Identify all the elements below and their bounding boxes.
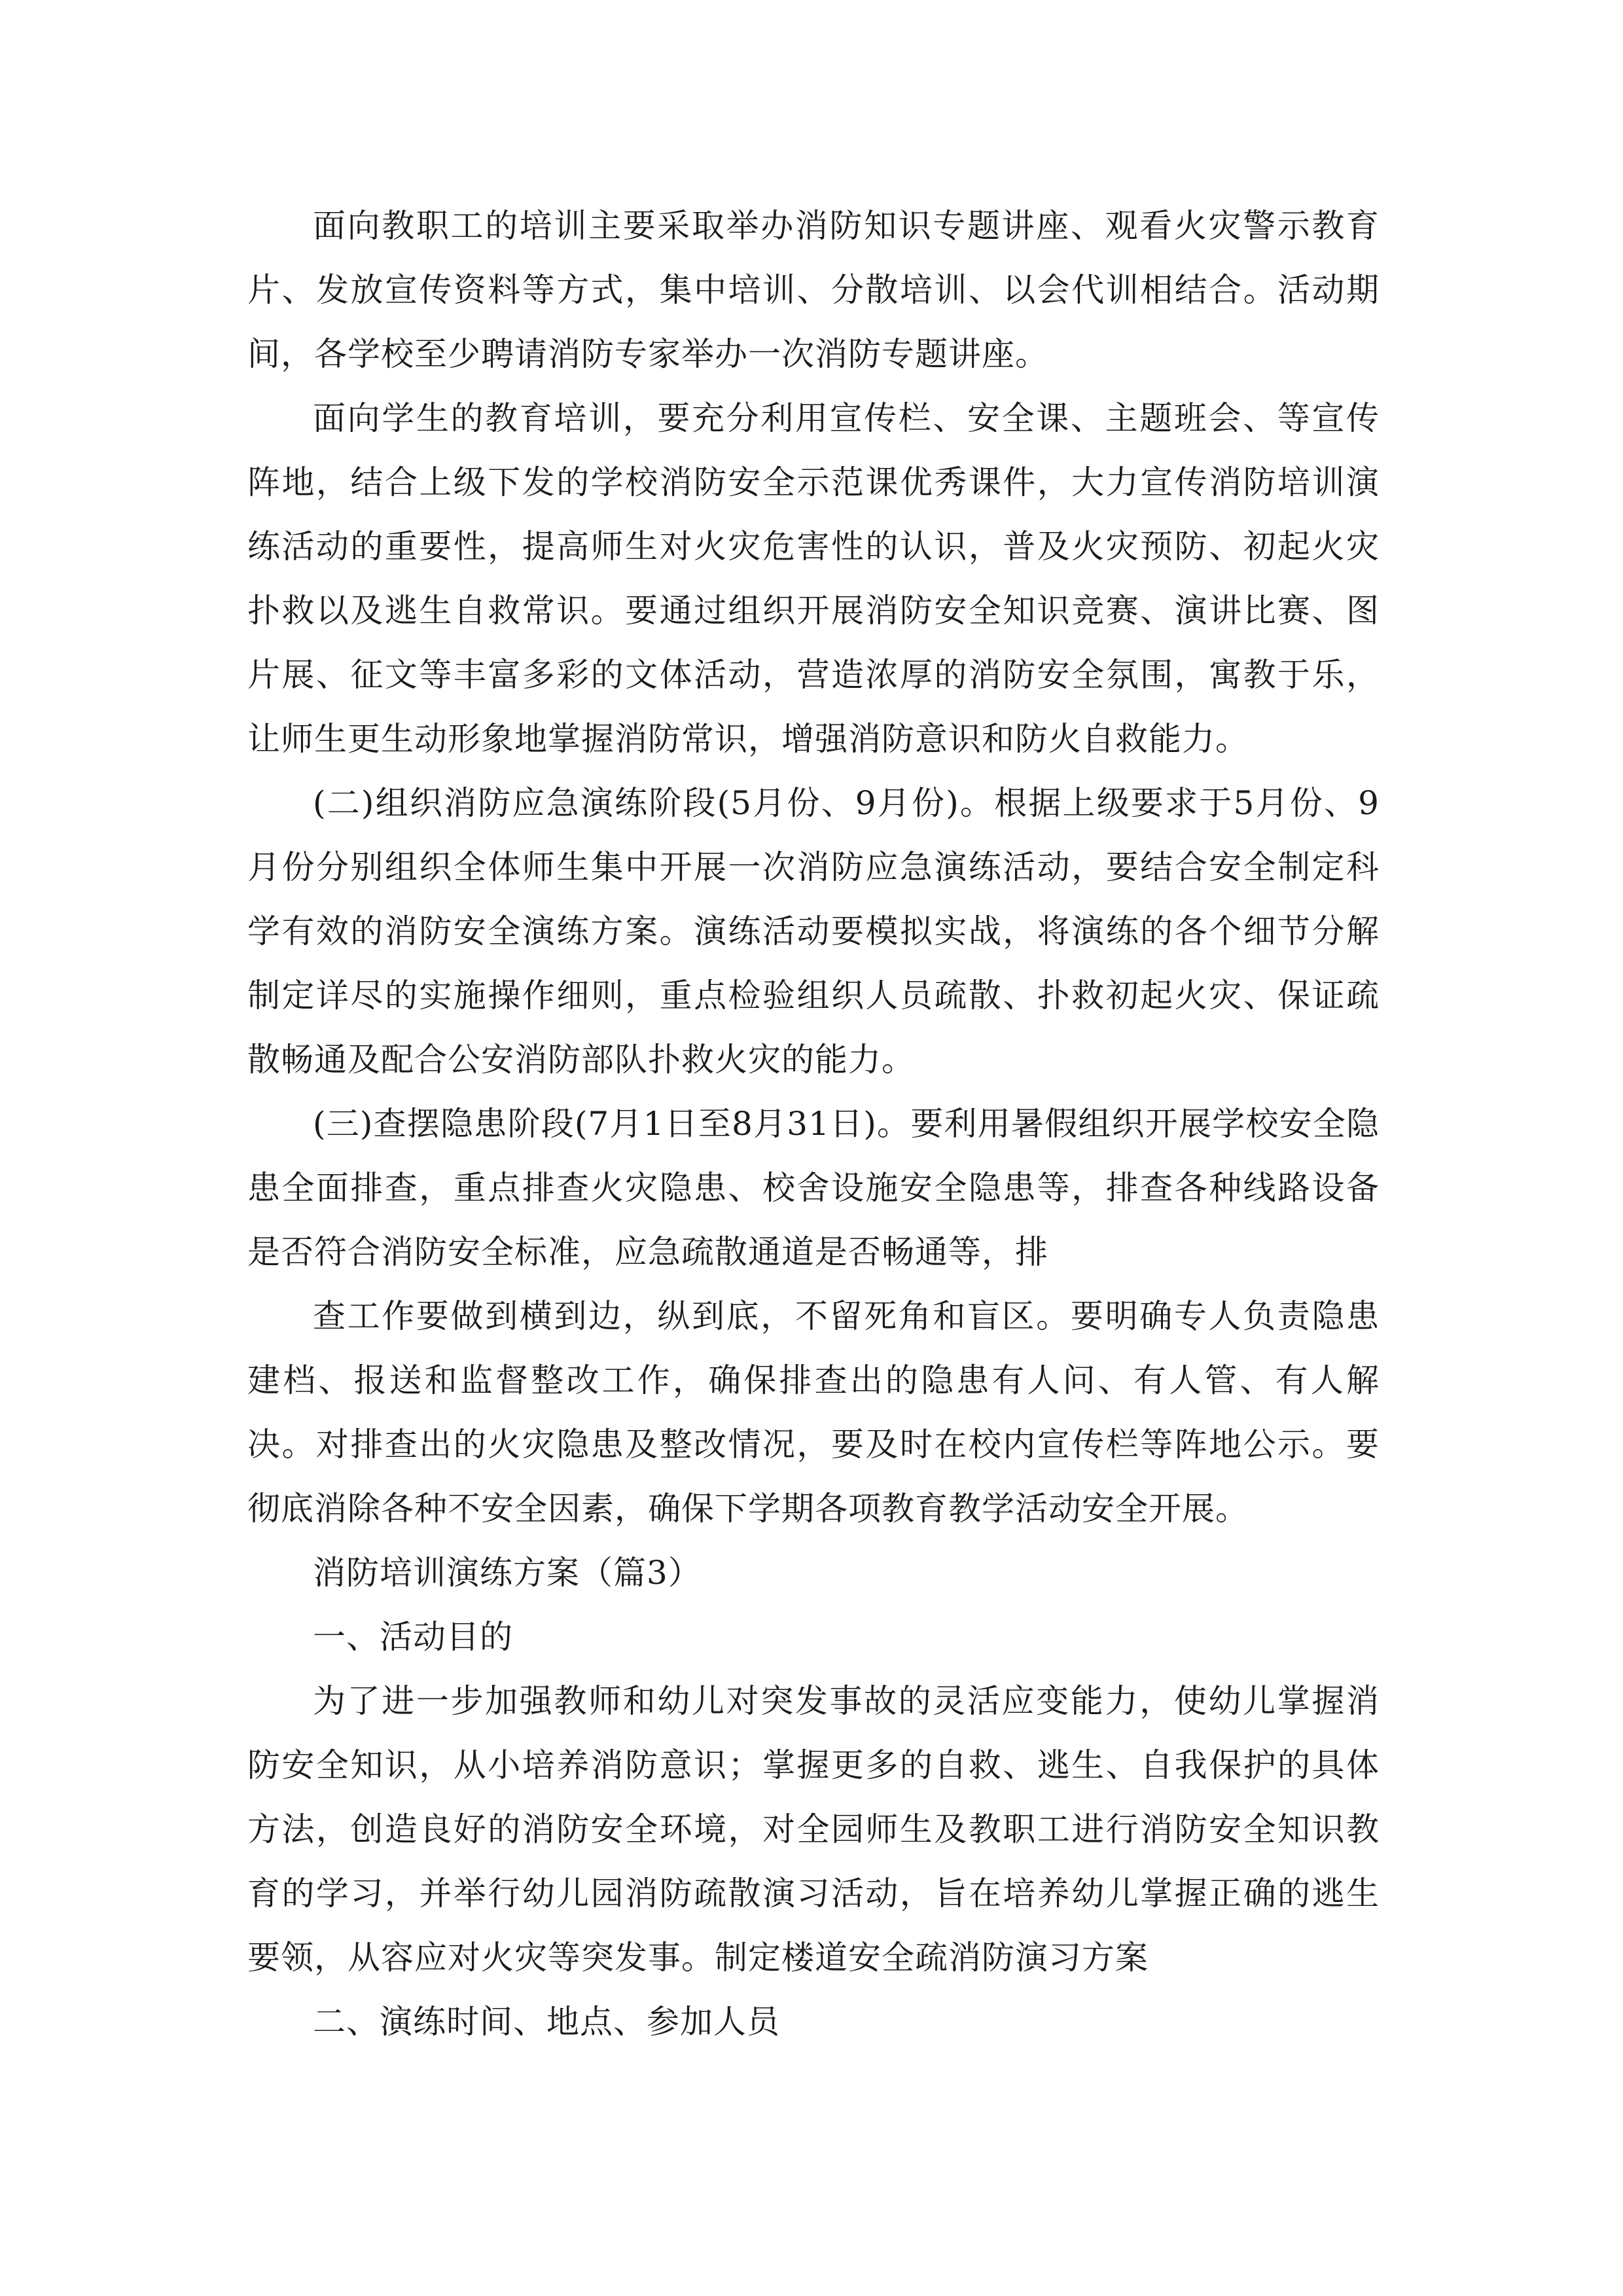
heading-activity-purpose: 一、活动目的 <box>313 1618 513 1656</box>
paragraph-hazard-check-stage: (三)查摆隐患阶段(7月1日至8月31日)。要利用暑假组织开展学校安全隐患全面排查，重点排查火灾隐患、校舍设施安全隐患等，排查各种线路设备是否符合消防安全标准，应急疏散通道是否畅通等，排 <box>247 1105 1380 1271</box>
paragraph-staff-training: 面向教职工的培训主要采取举办消防知识专题讲座、观看火灾警示教育片、发放宣传资料等方式，集中培训、分散培训、以会代训相结合。活动期间，各学校至少聘请消防专家举办一次消防专题讲座。 <box>247 207 1380 373</box>
heading-drill-time-place-participants: 二、演练时间、地点、参加人员 <box>313 2003 780 2041</box>
paragraph-hazard-check-continued: 查工作要做到横到边，纵到底，不留死角和盲区。要明确专人负责隐患建档、报送和监督整改工作，确保排查出的隐患有人问、有人管、有人解决。对排查出的火灾隐患及整改情况，要及时在校内宣传栏等阵地公示。要彻底消除各种不安全因素，确保下学期各项教育教学活动安全开展。 <box>247 1297 1380 1528</box>
document-body <box>247 194 1380 2054</box>
paragraph-emergency-drill-stage: (二)组织消防应急演练阶段(5月份、9月份)。根据上级要求于5月份、9月份分别组织全体师生集中开展一次消防应急演练活动，要结合安全制定科学有效的消防安全演练方案。演练活动要模拟实战，将演练的各个细节分解制定详尽的实施操作细则，重点检验组织人员疏散、扑救初起火灾、保证疏散畅通及配合公安消防部队扑救火灾的能力。 <box>247 784 1380 1079</box>
paragraph-activity-purpose: 为了进一步加强教师和幼儿对突发事故的灵活应变能力，使幼儿掌握消防安全知识，从小培养消防意识；掌握更多的自救、逃生、自我保护的具体方法，创造良好的消防安全环境，对全园师生及教职工进行消防安全知识教育的学习，并举行幼儿园消防疏散演习活动，旨在培养幼儿掌握正确的逃生要领，从容应对火灾等突发事。制定楼道安全疏消防演习方案 <box>247 1682 1380 1977</box>
paragraph-student-training: 面向学生的教育培训，要充分利用宣传栏、安全课、主题班会、等宣传阵地，结合上级下发的学校消防安全示范课优秀课件，大力宣传消防培训演练活动的重要性，提高师生对火灾危害性的认识，普及火灾预防、初起火灾扑救以及逃生自救常识。要通过组织开展消防安全知识竞赛、演讲比赛、图片展、征文等丰富多彩的文体活动，营造浓厚的消防安全氛围，寓教于乐，让师生更生动形象地掌握消防常识，增强消防意识和防火自救能力。 <box>247 399 1380 758</box>
section-title-plan-3: 消防培训演练方案（篇3） <box>313 1554 702 1592</box>
